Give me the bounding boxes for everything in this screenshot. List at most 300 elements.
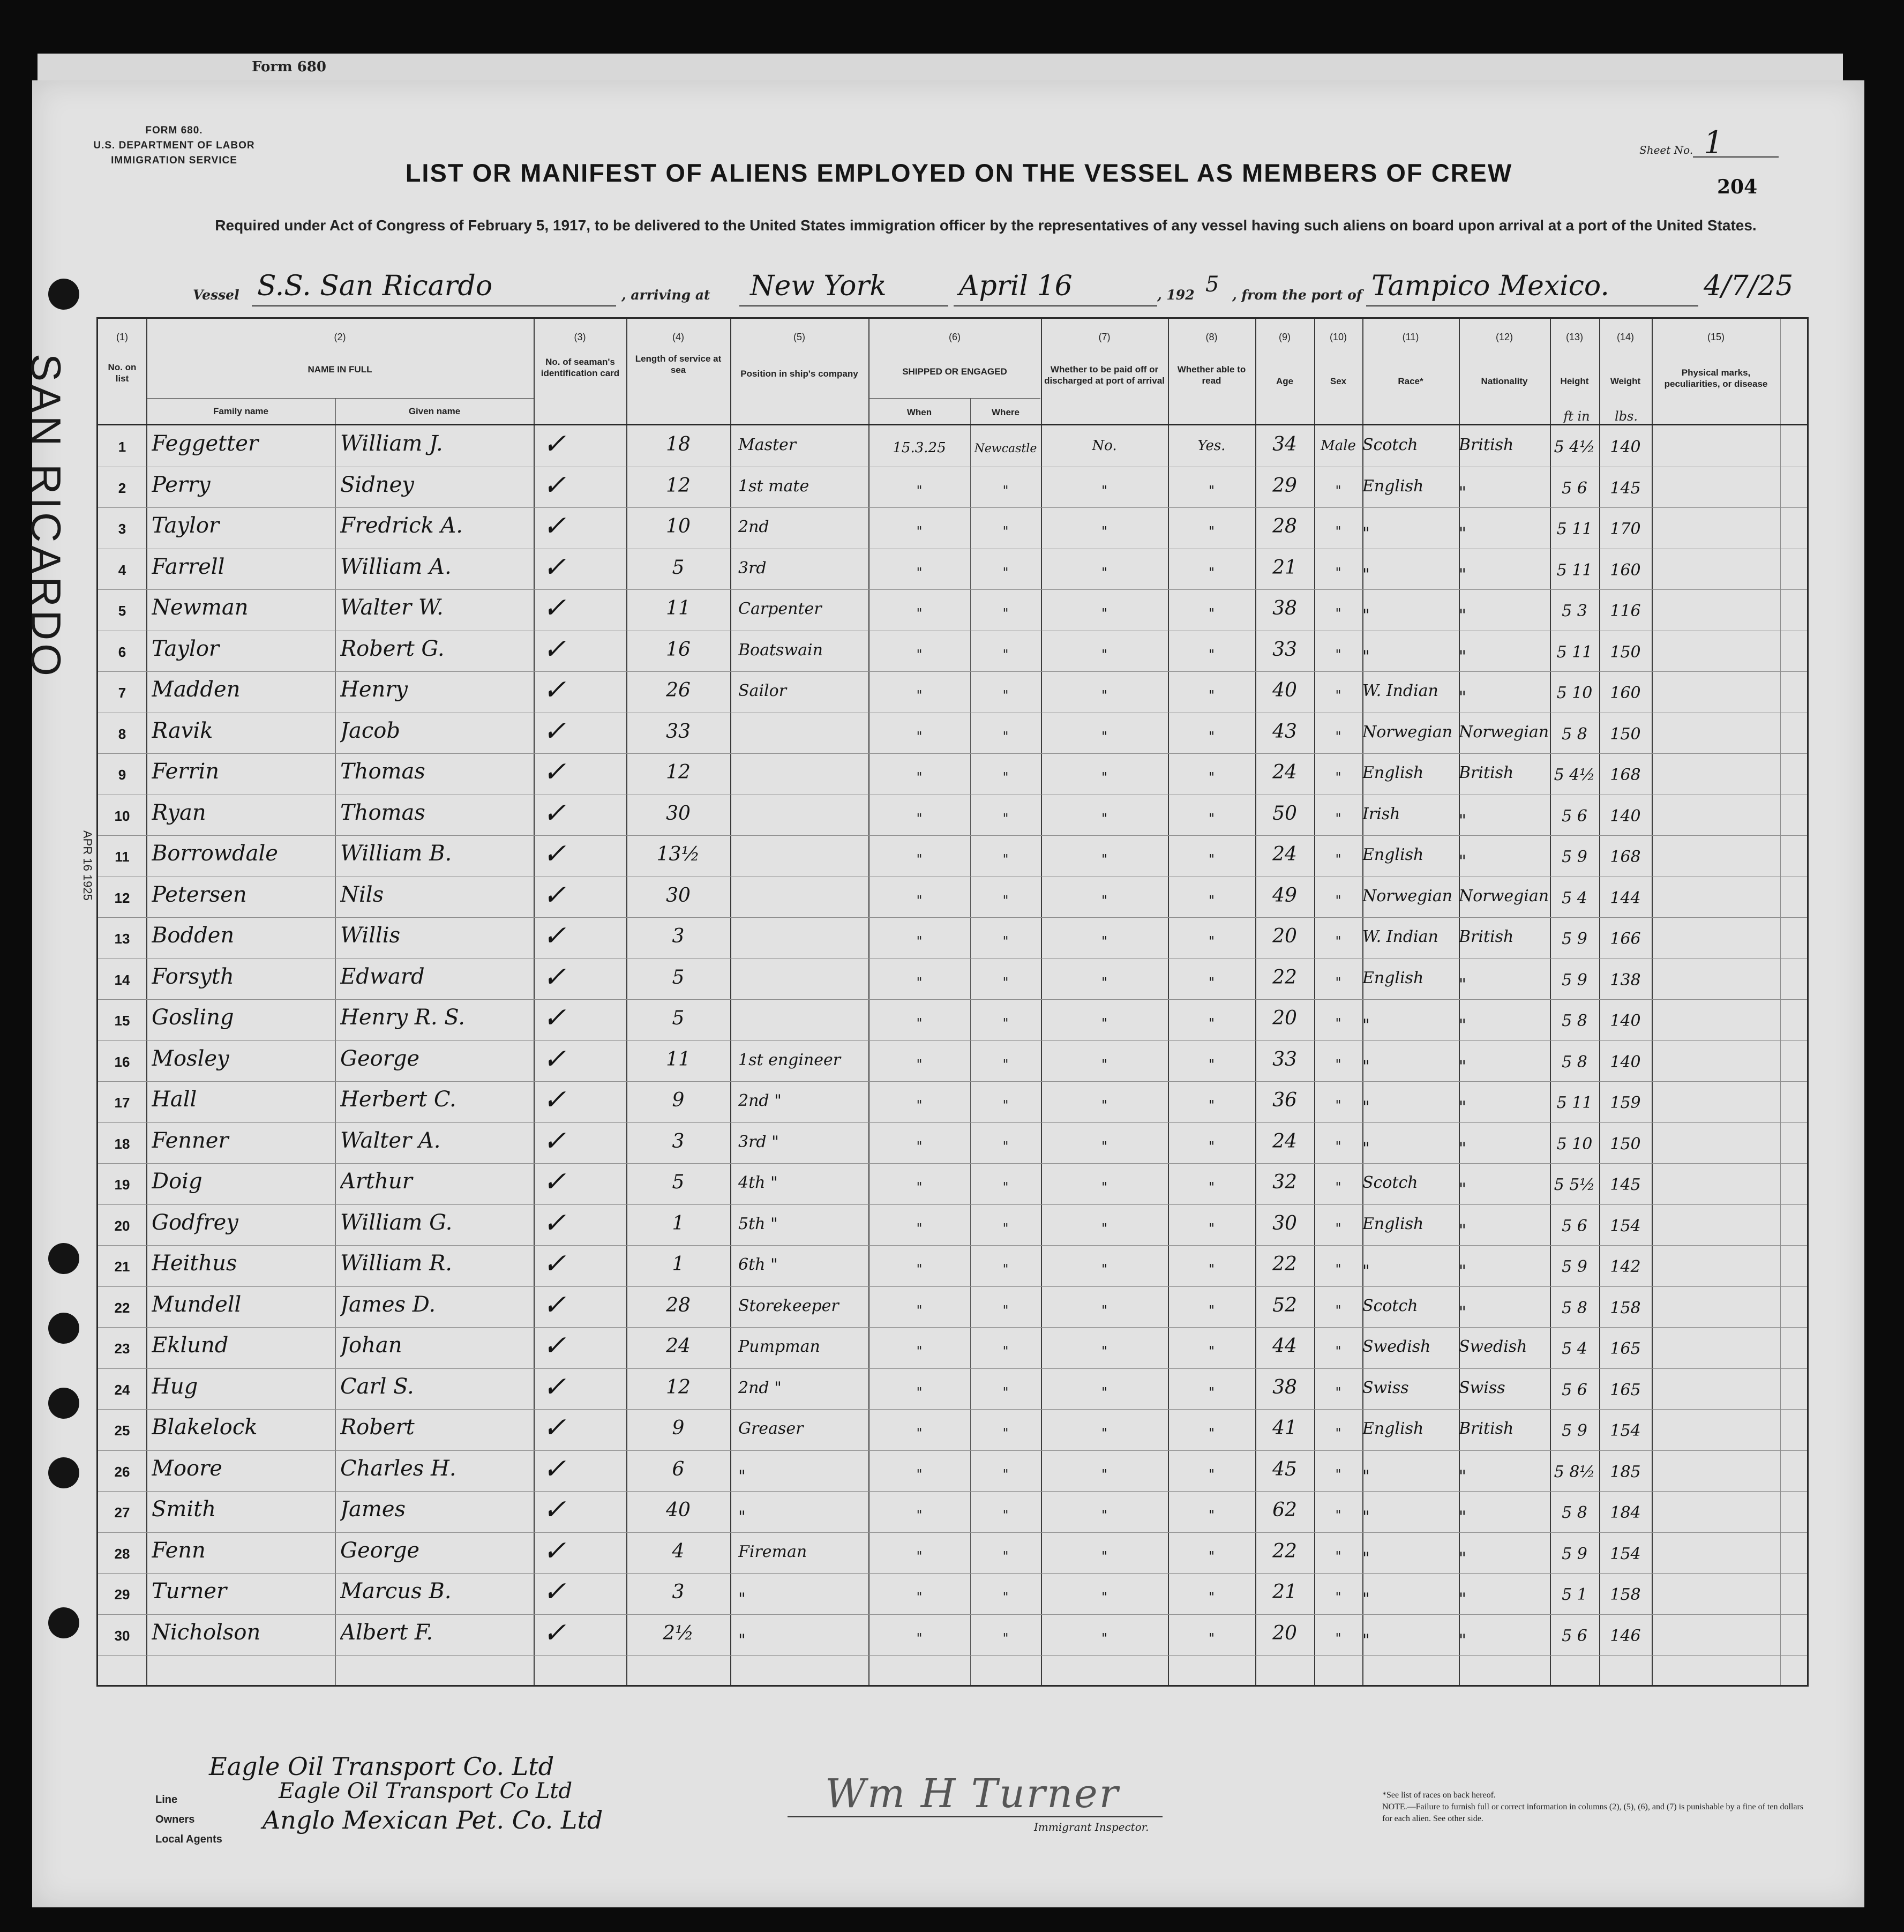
cell-weight: 116 xyxy=(1610,602,1641,620)
cell-no: 19 xyxy=(114,1177,130,1193)
binder-hole-icon xyxy=(48,1388,79,1419)
arriving-label: , arriving at xyxy=(621,287,710,303)
cell-where: " xyxy=(1002,1630,1009,1646)
cell-given: Thomas xyxy=(340,800,425,825)
table-row xyxy=(98,1246,1807,1286)
cell-when: " xyxy=(916,893,923,908)
cell-race: " xyxy=(1362,524,1370,543)
cell-height: 5 6 xyxy=(1562,1380,1587,1399)
cell-nat: " xyxy=(1459,975,1466,994)
cell-service: 3 xyxy=(672,1581,685,1603)
cell-service: 12 xyxy=(666,761,691,783)
cell-service: 33 xyxy=(666,720,691,743)
col-number: (13) xyxy=(1565,332,1583,342)
cell-family: Taylor xyxy=(152,636,220,661)
cell-weight: 150 xyxy=(1610,642,1641,662)
cell-when: " xyxy=(916,1220,923,1236)
cell-race: Irish xyxy=(1362,804,1400,823)
cell-height: 5 1 xyxy=(1562,1585,1587,1604)
checkmark-icon: ✓ xyxy=(543,1043,566,1075)
cell-where: Newcastle xyxy=(974,442,1037,455)
cell-read: " xyxy=(1208,811,1215,826)
cell-sex: " xyxy=(1335,1384,1341,1400)
cell-paid: " xyxy=(1101,934,1108,949)
cell-nat: " xyxy=(1459,483,1466,502)
cell-where: " xyxy=(1002,688,1009,703)
cell-read: " xyxy=(1208,1466,1215,1482)
cell-race: " xyxy=(1362,565,1370,584)
cell-weight: 154 xyxy=(1610,1544,1641,1563)
page-title: LIST OR MANIFEST OF ALIENS EMPLOYED ON THE VESSEL AS MEMBERS OF CREW xyxy=(405,159,1513,187)
cell-service: 10 xyxy=(666,515,691,537)
cell-family: Petersen xyxy=(152,882,247,907)
cell-height: 5 3 xyxy=(1562,602,1587,620)
cell-age: 44 xyxy=(1272,1335,1297,1357)
cell-weight: 166 xyxy=(1610,930,1641,948)
header-sex: Sex xyxy=(1330,376,1347,386)
cell-given: William J. xyxy=(340,431,443,456)
cell-nat: " xyxy=(1459,1098,1466,1117)
cell-given: Walter A. xyxy=(340,1128,441,1153)
cell-nat: " xyxy=(1459,565,1466,584)
cell-height: 5 6 xyxy=(1562,806,1587,826)
cell-sex: " xyxy=(1335,975,1341,990)
binder-hole-icon xyxy=(48,1313,79,1344)
cell-service: 9 xyxy=(672,1089,685,1111)
cell-given: William R. xyxy=(340,1251,452,1276)
table-row xyxy=(98,1328,1807,1368)
cell-height: 5 11 xyxy=(1556,642,1593,662)
cell-sex: " xyxy=(1335,1139,1341,1154)
cell-given: Willis xyxy=(340,923,401,948)
cell-where: " xyxy=(1002,975,1009,990)
cell-no: 30 xyxy=(114,1627,130,1644)
cell-where: " xyxy=(1002,524,1009,539)
cell-when: " xyxy=(916,1262,923,1277)
cell-age: 20 xyxy=(1272,1007,1297,1029)
cell-race: English xyxy=(1362,476,1424,496)
cell-paid: " xyxy=(1101,1262,1108,1277)
cell-weight: 140 xyxy=(1610,438,1641,456)
cell-age: 36 xyxy=(1272,1089,1297,1111)
cell-age: 32 xyxy=(1272,1171,1297,1193)
cell-family: Mundell xyxy=(152,1292,242,1317)
underline xyxy=(252,305,616,306)
cell-no: 1 xyxy=(118,439,126,455)
table-row xyxy=(98,549,1807,590)
line-label: Line xyxy=(155,1794,178,1806)
col-number: (3) xyxy=(574,332,586,342)
cell-position: 6th " xyxy=(738,1255,778,1274)
table-row xyxy=(98,1041,1807,1082)
cell-read: " xyxy=(1208,1139,1215,1154)
cell-age: 33 xyxy=(1272,1048,1297,1070)
cell-where: " xyxy=(1002,1057,1009,1072)
table-row xyxy=(98,713,1807,754)
cell-weight: 185 xyxy=(1610,1462,1641,1481)
cell-race: " xyxy=(1362,1139,1370,1158)
cell-sex: " xyxy=(1335,1016,1341,1031)
cell-family: Ferrin xyxy=(152,759,220,784)
checkmark-icon: ✓ xyxy=(543,797,566,829)
cell-no: 17 xyxy=(114,1095,130,1111)
cell-service: 2½ xyxy=(663,1622,694,1644)
cell-no: 13 xyxy=(114,931,130,947)
cell-given: Nils xyxy=(340,882,384,907)
cell-position: Storekeeper xyxy=(738,1296,839,1315)
cell-no: 14 xyxy=(114,971,130,988)
cell-race: " xyxy=(1362,1508,1370,1526)
cell-no: 16 xyxy=(114,1053,130,1070)
checkmark-icon: ✓ xyxy=(543,1412,566,1444)
cell-service: 18 xyxy=(666,433,691,455)
cell-paid: " xyxy=(1101,729,1108,744)
cell-height: 5 9 xyxy=(1562,970,1587,990)
cell-paid: " xyxy=(1101,483,1108,498)
owners-label: Owners xyxy=(155,1814,195,1825)
cell-no: 28 xyxy=(114,1545,130,1562)
agency-line: IMMIGRATION SERVICE xyxy=(111,155,237,166)
cell-where: " xyxy=(1002,811,1009,826)
cell-race: Swedish xyxy=(1362,1337,1431,1356)
cell-where: " xyxy=(1002,852,1009,867)
cell-height: 5 8 xyxy=(1562,1012,1587,1030)
cell-race: Swiss xyxy=(1362,1378,1409,1397)
cell-sex: " xyxy=(1335,1057,1341,1072)
cell-service: 12 xyxy=(666,474,691,497)
checkmark-icon: ✓ xyxy=(543,1289,566,1321)
cell-height: 5 9 xyxy=(1562,1544,1587,1563)
cell-family: Nicholson xyxy=(152,1620,261,1645)
cell-race: English xyxy=(1362,1419,1424,1438)
cell-no: 21 xyxy=(114,1259,130,1275)
cell-nat: " xyxy=(1459,1139,1466,1158)
cell-paid: " xyxy=(1101,647,1108,662)
cell-where: " xyxy=(1002,1548,1009,1564)
table-row xyxy=(98,1164,1807,1204)
footer-note xyxy=(1382,1789,1811,1825)
cell-when: " xyxy=(916,1098,923,1113)
cell-service: 4 xyxy=(672,1540,685,1562)
underline xyxy=(954,305,1157,306)
cell-paid: " xyxy=(1101,1139,1108,1154)
cell-read: " xyxy=(1208,1016,1215,1031)
cell-where: " xyxy=(1002,483,1009,498)
year-label: , 192 xyxy=(1157,287,1195,303)
table-row xyxy=(98,918,1807,958)
cell-read: Yes. xyxy=(1197,438,1226,454)
header-nationality: Nationality xyxy=(1481,376,1528,386)
cell-given: William G. xyxy=(340,1210,453,1235)
cell-sex: " xyxy=(1335,524,1341,539)
table-row xyxy=(98,1123,1807,1164)
checkmark-icon: ✓ xyxy=(543,1207,566,1239)
cell-race: " xyxy=(1362,1590,1370,1608)
cell-nat: Swiss xyxy=(1459,1378,1505,1397)
cell-no: 12 xyxy=(114,889,130,906)
cell-weight: 168 xyxy=(1610,848,1641,866)
cell-age: 38 xyxy=(1272,1376,1297,1398)
cell-when: " xyxy=(916,1590,923,1605)
cell-service: 40 xyxy=(666,1499,691,1521)
cell-given: William A. xyxy=(340,554,452,579)
checkmark-icon: ✓ xyxy=(543,879,566,911)
cell-paid: " xyxy=(1101,1384,1108,1400)
cell-nat: " xyxy=(1459,1302,1466,1322)
cell-where: " xyxy=(1002,606,1009,621)
cell-paid: " xyxy=(1101,1180,1108,1195)
cell-when: " xyxy=(916,565,923,580)
cell-paid: " xyxy=(1101,1426,1108,1441)
table-row xyxy=(98,836,1807,877)
cell-position: Carpenter xyxy=(738,600,822,618)
cell-age: 29 xyxy=(1272,474,1297,497)
cell-age: 22 xyxy=(1272,1253,1297,1275)
checkmark-icon: ✓ xyxy=(543,592,566,624)
cell-position: 3rd " xyxy=(738,1132,779,1151)
cell-weight: 159 xyxy=(1610,1094,1641,1112)
cell-given: Albert F. xyxy=(340,1620,433,1645)
table-row xyxy=(98,1410,1807,1450)
col-number: (8) xyxy=(1205,332,1218,342)
cell-age: 62 xyxy=(1272,1499,1297,1521)
cell-service: 13½ xyxy=(656,843,700,865)
cell-sex: " xyxy=(1335,565,1341,580)
col-number: (5) xyxy=(793,332,805,342)
cell-nat: " xyxy=(1459,688,1466,707)
cell-height: 5 8½ xyxy=(1554,1462,1595,1481)
cell-height: 5 6 xyxy=(1562,478,1587,498)
cell-age: 45 xyxy=(1272,1458,1297,1480)
cell-weight: 145 xyxy=(1610,1175,1641,1194)
cell-no: 18 xyxy=(114,1135,130,1152)
cell-age: 43 xyxy=(1272,720,1297,743)
cell-paid: " xyxy=(1101,852,1108,867)
col-number: (15) xyxy=(1707,332,1725,342)
cell-weight: 142 xyxy=(1610,1257,1641,1276)
cell-service: 3 xyxy=(672,925,685,947)
cell-where: " xyxy=(1002,1302,1009,1318)
table-row xyxy=(98,1615,1807,1656)
cell-race: W. Indian xyxy=(1362,682,1438,700)
cell-position: 5th " xyxy=(738,1214,778,1233)
cell-sex: " xyxy=(1335,1590,1341,1605)
cell-no: 9 xyxy=(118,767,126,783)
cell-nat: " xyxy=(1459,1630,1466,1650)
cell-where: " xyxy=(1002,1220,1009,1236)
checkmark-icon: ✓ xyxy=(543,1166,566,1198)
cell-read: " xyxy=(1208,852,1215,867)
header-length-service: Length of service at sea xyxy=(635,354,722,375)
cell-family: Perry xyxy=(152,472,211,497)
cell-age: 22 xyxy=(1272,1540,1297,1562)
cell-family: Smith xyxy=(152,1497,216,1522)
cell-given: Charles H. xyxy=(340,1456,456,1481)
cell-where: " xyxy=(1002,1344,1009,1359)
page-subtitle: Required under Act of Congress of February 5, 1917, to be delivered to the United States immigration officer by the representatives of any vessel having such aliens on board upon arrival at a port of the United States. xyxy=(215,217,1757,234)
cell-sex: " xyxy=(1335,606,1341,621)
cell-read: " xyxy=(1208,1384,1215,1400)
cell-family: Forsyth xyxy=(152,964,234,989)
crew-table xyxy=(96,317,1809,1687)
cell-given: Robert G. xyxy=(340,636,445,661)
cell-weight: 165 xyxy=(1610,1339,1641,1358)
cell-position: 4th " xyxy=(738,1173,778,1192)
cell-paid: " xyxy=(1101,1057,1108,1072)
cell-weight: 145 xyxy=(1610,478,1641,498)
cell-weight: 168 xyxy=(1610,766,1641,784)
cell-nat: British xyxy=(1459,1419,1514,1438)
cell-when: " xyxy=(916,1426,923,1441)
cell-given: Marcus B. xyxy=(340,1579,452,1604)
cell-where: " xyxy=(1002,1262,1009,1277)
cell-read: " xyxy=(1208,770,1215,785)
cell-age: 49 xyxy=(1272,884,1297,907)
table-row xyxy=(98,631,1807,672)
cell-nat: Norwegian xyxy=(1459,722,1549,742)
cell-paid: " xyxy=(1101,1344,1108,1359)
cell-service: 12 xyxy=(666,1376,691,1398)
cell-position: 3rd xyxy=(738,558,767,578)
agency-block xyxy=(59,123,289,168)
cell-position: " xyxy=(738,1590,746,1608)
cell-family: Turner xyxy=(152,1579,227,1604)
margin-ship-stamp: SAN RICARDO xyxy=(23,354,70,679)
col-number: (9) xyxy=(1279,332,1291,342)
year-digit: 5 xyxy=(1205,272,1219,297)
checkmark-icon: ✓ xyxy=(543,1330,566,1362)
cell-read: " xyxy=(1208,1630,1215,1646)
cell-sex: Male xyxy=(1321,438,1356,454)
cell-position: Pumpman xyxy=(738,1337,820,1356)
underline xyxy=(1366,305,1698,306)
header-given-name: Given name xyxy=(408,406,461,416)
cell-nat: British xyxy=(1459,927,1514,946)
cell-nat: " xyxy=(1459,1548,1466,1568)
header-physical-marks: Physical marks, peculiarities, or disease xyxy=(1664,368,1768,389)
cell-family: Eklund xyxy=(152,1333,229,1358)
table-row xyxy=(98,590,1807,631)
cell-weight: 154 xyxy=(1610,1216,1641,1235)
cell-given: Robert xyxy=(340,1415,415,1440)
cell-nat: Swedish xyxy=(1459,1337,1527,1356)
header-shipped: SHIPPED OR ENGAGED xyxy=(902,366,1007,377)
cell-race: W. Indian xyxy=(1362,927,1438,946)
table-row xyxy=(98,1000,1807,1040)
cell-paid: " xyxy=(1101,1302,1108,1318)
cell-when: " xyxy=(916,1344,923,1359)
table-row xyxy=(98,426,1807,467)
checkmark-icon: ✓ xyxy=(543,1371,566,1403)
header-when: When xyxy=(906,407,932,417)
cell-age: 21 xyxy=(1272,556,1297,579)
cell-paid: " xyxy=(1101,1466,1108,1482)
cell-age: 22 xyxy=(1272,966,1297,989)
cell-no: 22 xyxy=(114,1299,130,1316)
header-no-on-list: No. on list xyxy=(108,362,137,384)
cell-where: " xyxy=(1002,1590,1009,1605)
cell-service: 5 xyxy=(672,966,685,989)
cell-read: " xyxy=(1208,1180,1215,1195)
cell-height: 5 8 xyxy=(1562,724,1587,744)
cell-sex: " xyxy=(1335,1302,1341,1318)
cell-nat: " xyxy=(1459,811,1466,830)
cell-age: 52 xyxy=(1272,1294,1297,1316)
checkmark-icon: ✓ xyxy=(543,1452,566,1485)
cell-age: 38 xyxy=(1272,597,1297,619)
cell-age: 33 xyxy=(1272,638,1297,661)
table-row xyxy=(98,1492,1807,1532)
underline xyxy=(739,305,948,306)
cell-race: " xyxy=(1362,1098,1370,1117)
cell-given: Jacob xyxy=(340,718,400,743)
cell-family: Godfrey xyxy=(152,1210,238,1235)
cell-service: 9 xyxy=(672,1417,685,1439)
cell-sex: " xyxy=(1335,893,1341,908)
cell-height: 5 10 xyxy=(1556,684,1593,702)
cell-family: Heithus xyxy=(152,1251,237,1276)
cell-race: English xyxy=(1362,763,1424,782)
cell-weight: 150 xyxy=(1610,1134,1641,1154)
vessel-label: Vessel xyxy=(193,287,239,303)
cell-family: Ravik xyxy=(152,718,213,743)
cell-sex: " xyxy=(1335,1220,1341,1236)
cell-height: 5 8 xyxy=(1562,1052,1587,1072)
cell-where: " xyxy=(1002,729,1009,744)
cell-paid: " xyxy=(1101,565,1108,580)
cell-when: " xyxy=(916,1016,923,1031)
cell-read: " xyxy=(1208,1057,1215,1072)
table-row xyxy=(98,795,1807,836)
table-row xyxy=(98,1369,1807,1410)
cell-no: 26 xyxy=(114,1463,130,1480)
cell-read: " xyxy=(1208,483,1215,498)
cell-read: " xyxy=(1208,1344,1215,1359)
cell-height: 5 11 xyxy=(1556,1094,1593,1112)
col-number: (10) xyxy=(1329,332,1347,342)
cell-where: " xyxy=(1002,770,1009,785)
cell-nat: " xyxy=(1459,1220,1466,1240)
cell-read: " xyxy=(1208,729,1215,744)
checkmark-icon: ✓ xyxy=(543,1494,566,1526)
table-row xyxy=(98,1205,1807,1246)
table-row xyxy=(98,1533,1807,1574)
cell-sex: " xyxy=(1335,1630,1341,1646)
agents-label: Local Agents xyxy=(155,1833,222,1845)
cell-when: " xyxy=(916,852,923,867)
cell-no: 4 xyxy=(118,561,126,578)
cell-height: 5 4 xyxy=(1562,1339,1587,1358)
cell-race: Norwegian xyxy=(1362,886,1453,905)
col-number: (12) xyxy=(1495,332,1513,342)
cell-where: " xyxy=(1002,934,1009,949)
cell-no: 3 xyxy=(118,521,126,537)
departure-port: Tampico Mexico. xyxy=(1371,270,1609,302)
cell-sex: " xyxy=(1335,688,1341,703)
cell-where: " xyxy=(1002,1466,1009,1482)
cell-height: 5 5½ xyxy=(1554,1175,1595,1194)
cell-sex: " xyxy=(1335,770,1341,785)
cell-paid: " xyxy=(1101,524,1108,539)
table-row xyxy=(98,1082,1807,1122)
cell-nat: " xyxy=(1459,1590,1466,1608)
cell-family: Newman xyxy=(152,595,249,620)
header-name-in-full: NAME IN FULL xyxy=(308,364,372,375)
checkmark-icon: ✓ xyxy=(543,961,566,993)
cell-given: Fredrick A. xyxy=(340,513,463,538)
cell-given: Henry xyxy=(340,677,408,702)
cell-weight: 170 xyxy=(1610,520,1641,538)
